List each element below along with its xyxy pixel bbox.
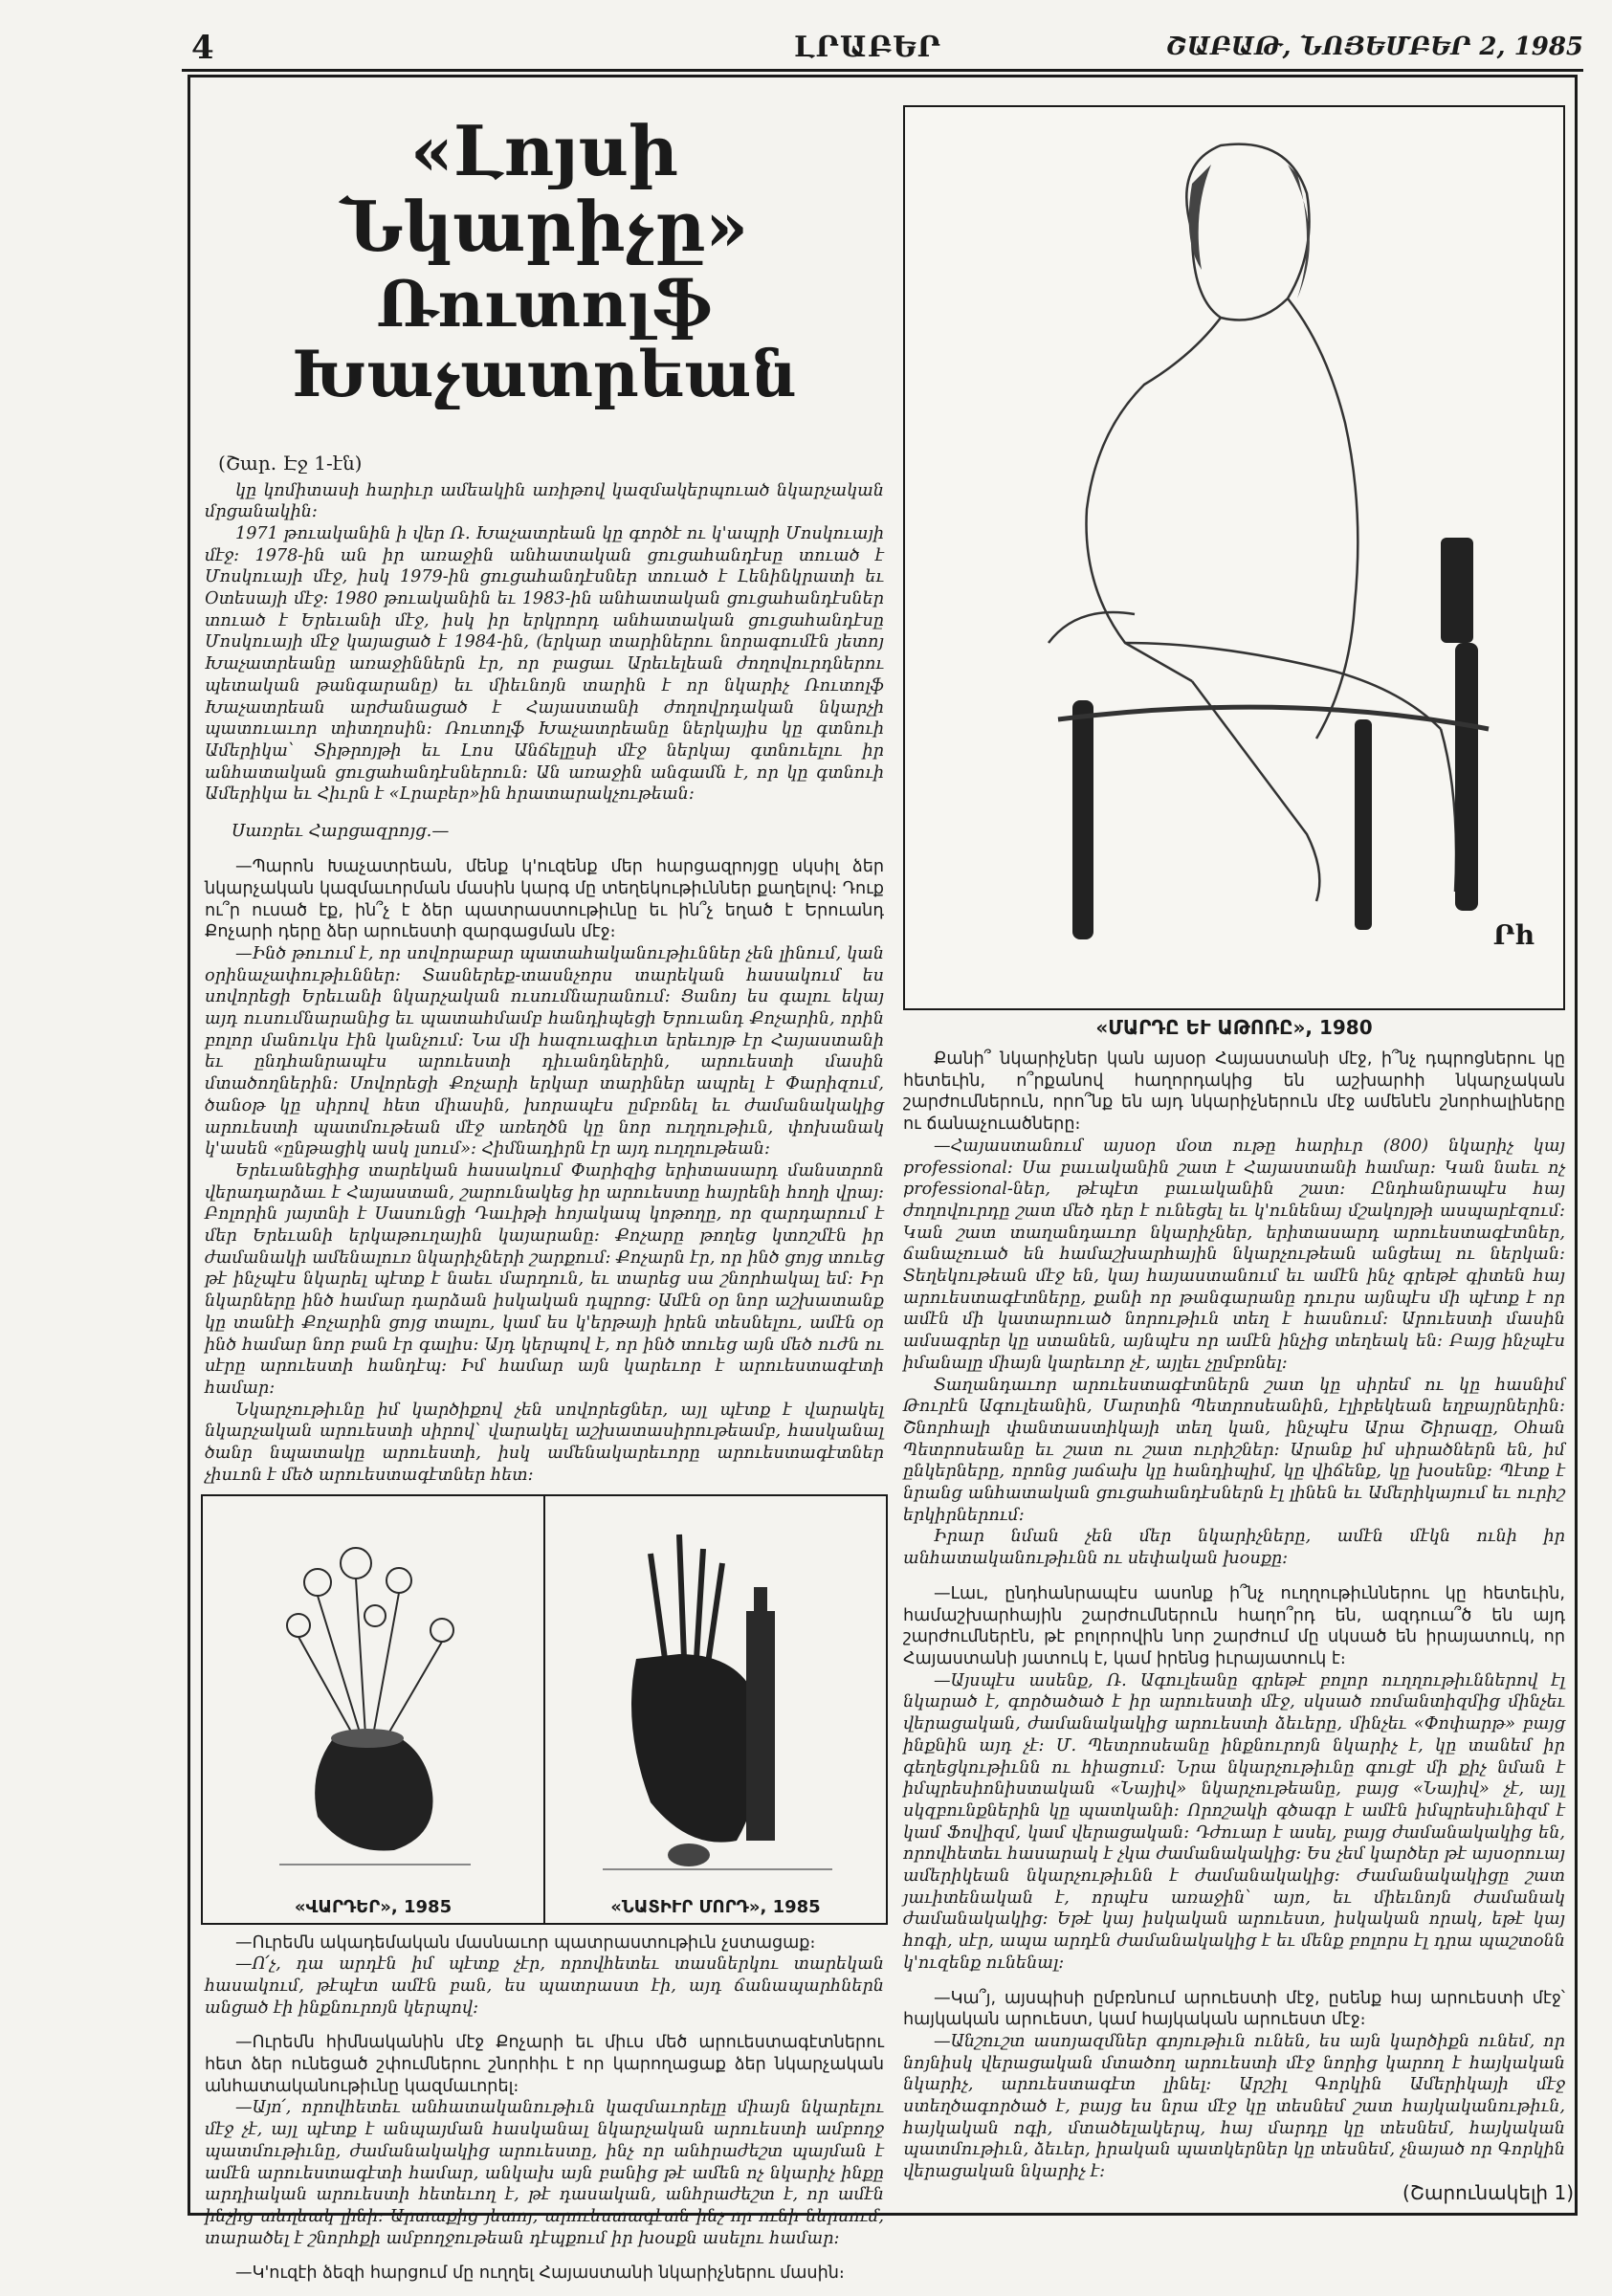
roses-vase-drawing [203,1496,543,1923]
interview-left-bottom [201,1932,888,2285]
left-column [201,86,888,2285]
interview-question: —Լաւ, ընդհանրապէս ասոնք ի՞նչ ուղղութիւններու կը հետեւին, համաշխարհային շարժումներուն հաղո՞րդ են, ազդուա՞ծ են այդ շարժումներէն, թէ բոլորովին նոր շարժում մը սկսած են իրայատուկ, որ Հայաստանի յատուկ է, կամ իրենց իւրայատուկ է։ [903,1583,1565,1668]
interview-answer: —Անշուշտ ասոյազմներ գոյութիւն ունեն, ես այն կարծիքն ունեմ, որ նոյնիսկ վերացական մտածող արուեստի մէջ նորից կարող է հայկական նկարիչ, արուեստագէտ լինել։ Արշիլ Գորկին Ամերիկայի մէջ ստեղծագործած է, բայց ես նրա մէջ կը տեսնեմ շատ հայկականութիւն, հայկական ոգի, մտածելակերպ, հայ մարդը կը տեսնեմ, հայկական պատմութիւն, ձեւեր, իրական պատկերներ կը տեսնեմ, չնայած որ Գորկին վերացական նկարիչ է։ [903,2031,1565,2182]
portrait-caption: «ՄԱՐԴԸ ԵՒ ԱԹՈՌԸ», 1980 [1095,1016,1373,1039]
masthead [182,21,1583,72]
picture-caption: «ՆԱՏԻՒՐ ՄՈՐԴ», 1985 [610,1896,821,1917]
to-be-continued: (Շարունակելի 1) [1402,2181,1574,2204]
continued-from: (Շար. Էջ 1-էն) [218,451,363,475]
portrait-image [903,105,1565,1010]
still-life-pictures [201,1494,888,1925]
interview-answer: —Ո՛չ, դա արդէն իմ պէտք չէր, որովհետեւ տասներկու տարեկան հասակում, թէպէտ ամէն բան, ես պատրաստ էի, այդ ճանապարհներն անցած էի ինքնուրոյն կերպով։ [205,1954,884,2018]
interview-question: —Կա՞յ, այսպիսի ըմբռնում արուեստի մէջ, ըսենք հայ արուեստի մէջ՝ հայկական արուեստ, կամ հայկական արուեստ մէջ։ [903,1988,1565,2030]
page-number: 4 [191,29,214,67]
interview-question: Քանի՞ նկարիչներ կան այսօր Հայաստանի մէջ, ի՞նչ դպրոցներու կը հետեւին, ո՞րքանով հաղորդակից են աշխարհի նկարչական շարժումներուն, որո՞նք են այդ նկարիչներուն մէջ ամենէն շնորհալիները ու ճանաչուածները։ [903,1049,1565,1135]
interview-question: —Պարոն Խաչատրեան, մենք կ'ուզենք մեր հարցազրոյցը սկսիլ ձեր նկարչական կազմաւորման մասին կարգ մը տեղեկութիւններ քաղելով։ Դուք ու՞ր ուսած էք, ին՞չ է ձեր պատրաստութիւնը եւ ին՞չ եղած է Երուանդ Քոչարի դերը ձեր արուեստի զարգացման մէջ։ [205,857,884,942]
article-title-line1: «Լոյսի Նկարիչը» [340,110,749,268]
artist-signature: Րհ [1492,919,1535,951]
interview-answer: —Ինծ թուում է, որ սովորաբար պատահականութիւններ չեն լինում, կան օրինաչափութիւններ։ Տասներեք-տասնչորս տարեկան հասակում ես սովորեցի Երեւանի նկարչական ուսումնարանում։ Ցանոյ ես գալու եկայ այդ ուսումնարանից եւ պատահմամբ հանդիպեցի Երուանդ Քոչարին, որին բոլոր մանուկս էին կանչում։ Նա մի հազուագիւտ երեւոյթ էր Հայաստանի եւ ընդհանրապէս արուեստի դիւանդներին, արուեստի մասին մտածողներին։ Սովորեցի Քոչարի երկար տարիներ ապրել է Փարիզում, ծանօթ կը սիրով հետ միասին, խորապէս ըմբռնել եւ ժամանակակից արուեստի պատմութեան մէջ առեղծն կը նոր ուղղութիւն, փոխանակ կ'ասեն «ընթացիկ ասկ լսում»։ Հիմնադիրն էր այդ ուղղութեան։ [205,943,884,1159]
intro-paragraph: 1971 թուականին ի վեր Ռ. Խաչատրեան կը գործէ ու կ'ապրի Մոսկուայի մէջ։ 1978-ին ան իր առաջին անհատական ցուցահանդէսը տուած է Մոսկուայի մէջ, իսկ 1979-ին ցուցահանդէսներ տուած է Լենինկրատի եւ Օտեսայի մէջ։ 1980 թուականին եւ 1983-ին անհատական ցուցահանդէսներ տուած է Երեւանի մէջ, իսկ իր երկրորդ անհատական ցուցահանդէսը Մոսկուայի մէջ կայացած է 1984-ին, (երկար տարիներու նորագումէն յետոյ Խաչատրեանը առաջիններն էր, որ բացաւ Արեւելեան ժողովուրդներու պետական թանգարանը) եւ միեւնոյն տարին է որ նկարիչ Ռուտոլֆ Խաչատրեան արժանացած է Հայաստանի ժողովրդական նկարչի պատուաւոր տիտղոսին։ Ռուտոլֆ Խաչատրեանը ներկայիս կը գտնուի Ամերիկա՝ Տիթրոյթի եւ Լոս Անճելըսի մէջ ներկայ գտնուելու իր անհատական ցուցահանդէսներուն։ Ան առաջին անգամն է, որ կը գտնուի Ամերիկա եւ Հիւրն է «Լրաբեր»ին հրատարակչութեան։ [205,523,884,805]
interview-left [201,856,888,1486]
interview-question: —Կ'ուզէի ձեզի հարցում մը ուղղել Հայաստանի նկարիչներու մասին։ [235,2263,845,2284]
intro-paragraph: կը կոմիտասի հարիւր ամեակին առիթով կազմակերպուած նկարչական մրցանակին։ [205,480,884,522]
picture-caption: «ՎԱՐԴԵՐ», 1985 [294,1896,453,1917]
issue-date: ՇԱԲԱԹ, ՆՈՅԵՄԲԵՐ 2, 1985 [1165,33,1583,61]
interview-answer: Տաղանդաւոր արուեստագէտներն շատ կը սիրեմ ու կը հասնիմ Թուրէն Ագուլեանին, Մարտին Պետրոսեանին, էլիբեկեան եղբայրներին։ Շնորհալի փանտաստիկայի տեղ կան, ինչպէս Արա Շիրազը, Օհան Պետրոսեանը եւ շատ ու շատ ուրիշներ։ Արանք իմ սիրածներն են, իմ ընկերները, որոնց յաճախ կը հանդիպիմ, կը վիճենք, կը խօսենք։ Պէտք է նրանց անհատական ցուցահանդէսներն էլ լինեն եւ Ամերիկայում եւ ուրիշ երկիրներում։ [903,1375,1565,1525]
article-title-line2: Ռուտոլֆ Խաչատրեան [292,267,797,411]
seated-man-drawing [905,107,1563,1008]
interview-answer: —Հայաստանում այսօր մօտ ութը հարիւր (800) նկարիչ կայ professional։ Սա բաւականին շատ է Հայաստանի համար։ Կան նաեւ ոչ professional-ներ, թէպէտ բաւականին շատ։ Ընդհանրապէս հայ ժողովուրդը շատ մեծ դեր է ունեցել եւ կ'ունենայ մշակոյթի ասպարէզում։ Կան շատ տաղանդաւոր նկարիչներ, երիտասարդ արուեստագէտներ, ճանաչուած են համաշխարհային նկարչութեան անցեալ ու ներկան։ Տեղեկութեան մէջ են, կայ հայաստանում եւ ամէն ինչ գրեթէ գիտեն հայ արուեստագէտները, քանի որ թանգարանը դուրս այնպէս մի պէտք է որ ամէն մի կատարուած նորութիւն տեղ է հասնում։ Արուեստի մասին ամսագրեր կը ստանեն, այնպէս որ ամէն ինչից տեղեակ են։ Բայց ինչպէս իմանալը միայն կարեւոր չէ, այլեւ չըմբռնել։ [903,1136,1565,1373]
picture-roses [203,1496,545,1923]
interview-answer: Իրար նման չեն մեր նկարիչները, ամէն մէկն ունի իր անհատականութիւնն ու սեփական խօսքը։ [903,1527,1565,1569]
interview-answer: —Այո՛, որովհետեւ անհատականութիւն կազմաւորելը միայն նկարելու մէջ չէ, այլ պէտք է անպայման հասկանալ նկարչական արուեստի ամբողջ պատմութիւնը, ժամանակակից արուեստը, ինչ որ անհրաժեշտ պայման է ամէն արուեստագէտի համար, անկախ այն բանից թէ ամեն ոչ նկարիչ ինքը արդիական արուեստի հետեւող է, թէ դասական, անհրաժեշտ է, որ ամէն ինչից տեղեակ լինի։ Արտաքից յետոյ, արուեստագէտն ինչ որ ունի ներսում, տարածել է շնորհքի ամբողջութեան դէպքում իր խօսքն ասելու համար։ [205,2098,884,2248]
interview-answer: —Այսպէս ասենք, Ռ. Ագուլեանը գրեթէ բոլոր ուղղութիւններով էլ նկարած է, գործածած է իր արուեստի մէջ, սկսած ռոմանտիզմից մինչեւ վերացական, ժամանակակից արուեստի ձեւերը, մինչեւ «Փոփարթ» բայց ինքնին այդ չէ։ Մ. Պետրոսեանը ինքնուրոյն նկարիչ է, կը տանեմ իր գեղեցկութիւնն ու հիացում։ Նրա նկարչութիւնը գուցէ մի քիչ նման է իմպրեսիոնիստական «Նայիվ» նկարչութեանը, բայց «Նայիվ» չէ, այլ սկզբունքներին կը պատկանի։ Որոշակի գծագր է ամէն իմպրեսիւնիզմ է կամ Ֆովիզմ, կամ վերացական։ Դժուար է ասել, բայց ժամանակակից են, որովհետեւ հասարակ է չկա ժամանակակից։ Ես չեմ կարծեր թէ այսօրուայ ամերիկեան նկարչութիւնն է ժամանակակից։ Ժամանակակիցը շատ յաւիտենական է, որպէս առաջին՝ այո, եւ միեւնոյն ժամանակ ժամանակակից։ Եթէ կայ իսկական արուեստ, իսկական որակ, եթէ կայ հոգի, սէր, ապա արդէն ժամանակակից է եւ մենք բոլորս էլ դրա պաշտօնն կ'ուզենք ունենալ։ [903,1670,1565,1973]
interview-answer: Նկարչութիւնը իմ կարծիքով չեն սովորեցներ, այլ պէտք է վարակել նկարչական արուեստի սիրով՝ վարակել աշխատասիրութեամբ, հասկանալ ծանր նպատակը արուեստի, իսկ ամենակարեւորը արուեստագէտներ չիսւոն է մեծ արուեստագէտներ հետ։ [205,1400,884,1485]
picture-still-life [545,1496,886,1923]
interview-signature: Սառրեւ Հարցազրոյց.— [232,821,450,842]
interview-question: —Ուրեմն հիմնականին մէջ Քոչարի եւ միւս մեծ արուեստագէտներու հետ ձեր ունեցած շփումներու շնորհիւ է որ կարողացաք ձեր նկարչական անհատականութիւնը կազմաւորել։ [205,2033,884,2096]
still-life-drawing [545,1496,886,1923]
interview-right [899,1049,1569,2183]
intro-text [201,480,888,806]
paper-name: ԼՐԱԲԵՐ [794,31,941,64]
interview-question: —Ուրեմն ակադեմական մասնաւոր պատրաստութիւն չստացաք։ [235,1932,816,1953]
interview-answer: Երեւանեցիից տարեկան հասակում Փարիզից երիտասարդ մանստրոն վերադարձաւ է Հայաստան, շարունակեց իր արուեստը հայրենի հողի վրայ։ Բոլորին յայտնի է Սասունցի Դաւիթի հոյակապ կոթողը, որ զարդարում է մեր Երեւանի երկաթուղային կայարանը։ Քոչարը թողեց կտոշմէն իր ժամանակի ամենալուռ նկարիչների շարքում։ Քոչարն էր, որ ինծ ցոյց տուեց թէ ինչպէս նկարել պէտք է նաեւ մարդուն, եւ տարեց սա շնորհակալ եմ։ Իր նկարները ինծ համար դարձան իսկական դպրոց։ Ամէն օր նոր աշխատանք կը տանէի Քոչարին ցոյց տալու, կամ ես կ'երթայի իրեն տեսնելու, ամէն օր ինծ համար նոր բան էր գալիս։ Այդ կերպով է, որ ինծ տուեց այն մեծ ուժն ու սէրը արուեստի հանդէպ։ Իմ համար այն կարեւոր է արուեստագէտի համար։ [205,1160,884,1398]
right-column [899,86,1569,2183]
